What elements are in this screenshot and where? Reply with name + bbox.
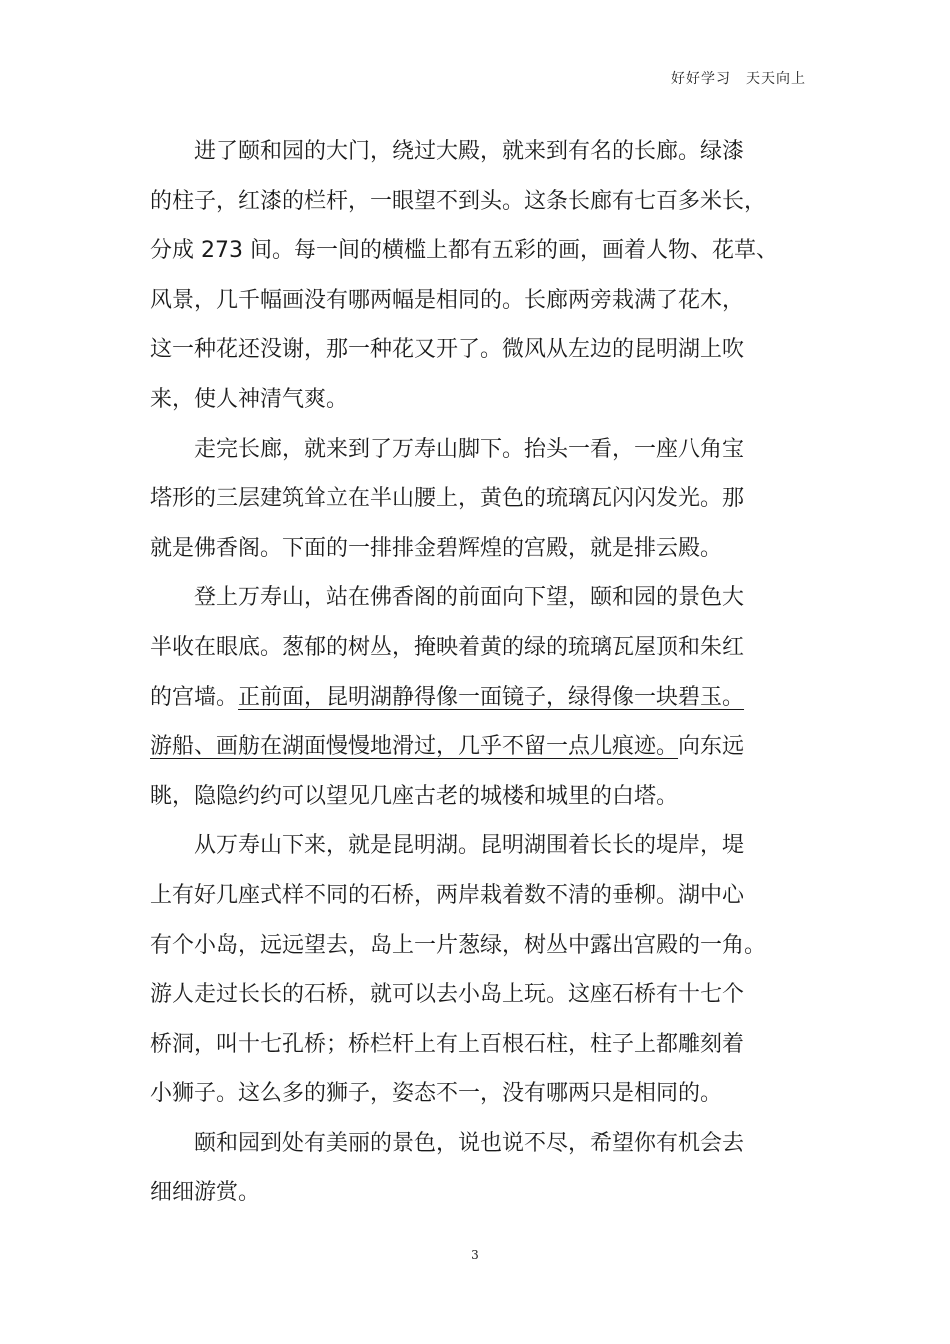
text-line: 走完长廊，就来到了万寿山脚下。抬头一看，一座八角宝 xyxy=(194,436,745,462)
page-header: 好好学习 天天向上 xyxy=(671,71,806,87)
text-segment: 的宫墙。 xyxy=(150,684,239,710)
underlined-sentence: 正前面，昆明湖静得像一面镜子，绿得像一块碧玉。 xyxy=(238,684,745,710)
text-line xyxy=(150,722,802,772)
text-line: 就是佛香阁。下面的一排排金碧辉煌的宫殿，就是排云殿。 xyxy=(150,535,723,561)
text-line: 眺，隐隐约约可以望见几座古老的城楼和城里的白塔。 xyxy=(150,783,679,809)
text-line: 来，使人神清气爽。 xyxy=(150,386,349,412)
document-body xyxy=(150,127,802,1218)
text-line: 的柱子，红漆的栏杆，一眼望不到头。这条长廊有七百多米长， xyxy=(150,188,767,214)
text-segment: 向东远 xyxy=(678,734,745,760)
underlined-sentence: 游船、画舫在湖面慢慢地滑过，几乎不留一点儿痕迹。 xyxy=(150,734,679,760)
text-line: 半收在眼底。葱郁的树丛，掩映着黄的绿的琉璃瓦屋顶和朱红 xyxy=(150,634,745,660)
text-line xyxy=(150,673,802,723)
text-line: 上有好几座式样不同的石桥，两岸栽着数不清的垂柳。湖中心 xyxy=(150,882,745,908)
text-line: 风景，几千幅画没有哪两幅是相同的。长廊两旁栽满了花木， xyxy=(150,287,745,313)
text-line: 塔形的三层建筑耸立在半山腰上，黄色的琉璃瓦闪闪发光。那 xyxy=(150,486,745,512)
text-line: 小狮子。这么多的狮子，姿态不一，没有哪两只是相同的。 xyxy=(150,1081,723,1107)
text-line: 有个小岛，远远望去，岛上一片葱绿，树丛中露出宫殿的一角。 xyxy=(150,932,767,958)
text-line: 游人走过长长的石桥，就可以去小岛上玩。这座石桥有十七个 xyxy=(150,982,745,1008)
text-line: 细细游赏。 xyxy=(150,1180,261,1206)
text-line: 分成 273 间。每一间的横槛上都有五彩的画，画着人物、花草、 xyxy=(150,238,778,264)
text-line: 进了颐和园的大门，绕过大殿，就来到有名的长廊。绿漆 xyxy=(194,139,745,164)
text-line: 从万寿山下来，就是昆明湖。昆明湖围着长长的堤岸，堤 xyxy=(194,833,745,859)
page-number: 3 xyxy=(471,1248,479,1262)
text-line: 桥洞，叫十七孔桥；桥栏杆上有上百根石柱，柱子上都雕刻着 xyxy=(150,1031,745,1057)
text-line: 颐和园到处有美丽的景色，说也说不尽，希望你有机会去 xyxy=(194,1130,745,1156)
text-line: 登上万寿山，站在佛香阁的前面向下望，颐和园的景色大 xyxy=(194,585,745,611)
text-line: 这一种花还没谢，那一种花又开了。微风从左边的昆明湖上吹 xyxy=(150,337,745,363)
